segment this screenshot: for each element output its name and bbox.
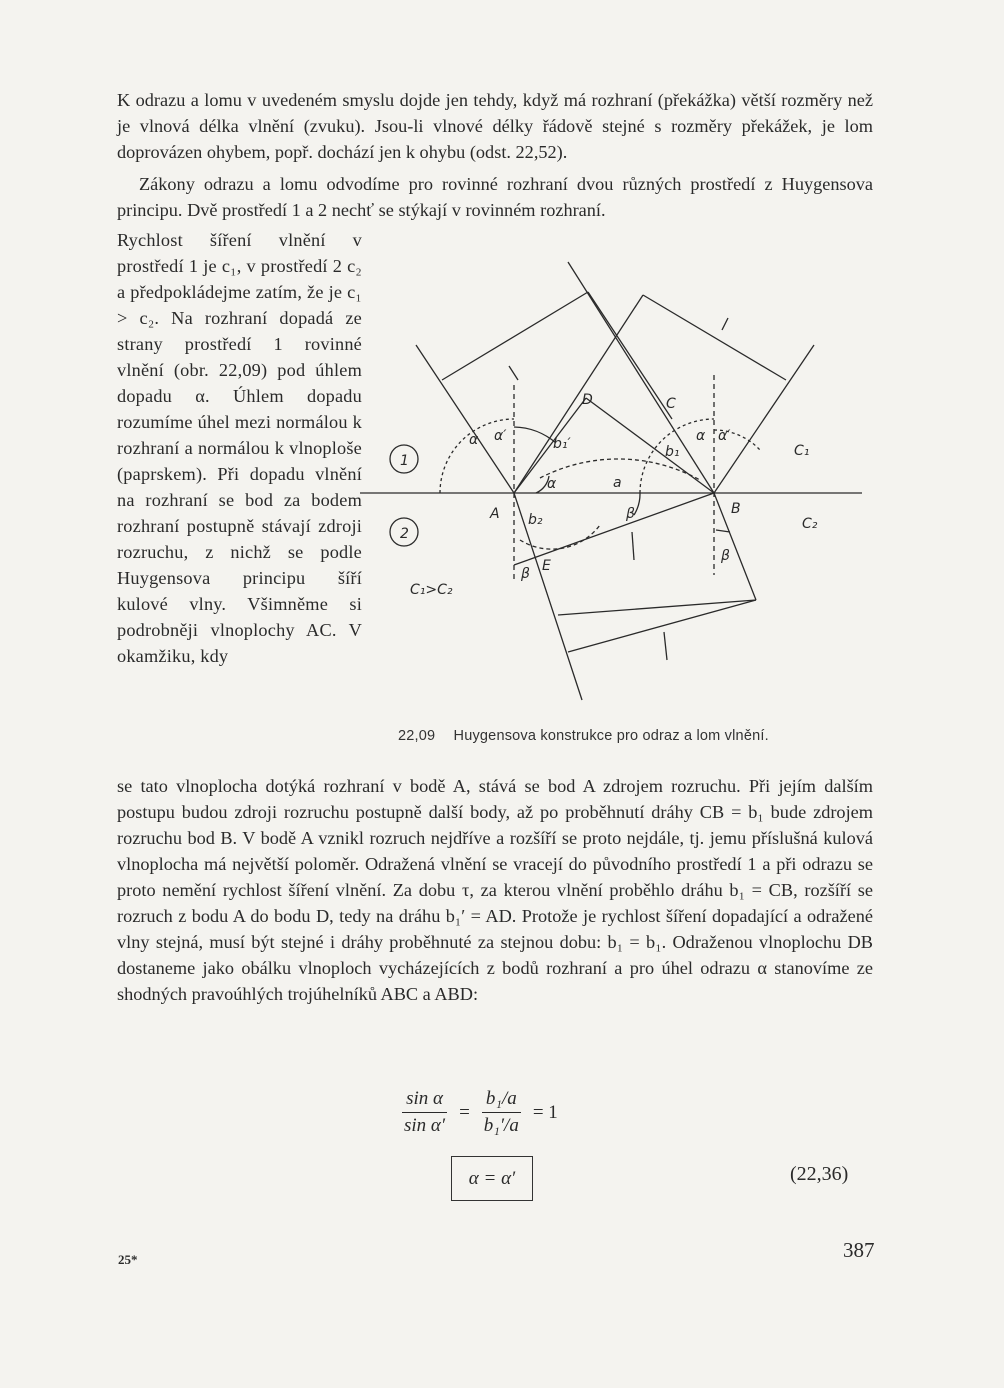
label-beta-small: β (626, 506, 635, 522)
wavefront-ac (588, 292, 672, 419)
equation-sine-ratio: $\frac{\text{sin α}}{\text{sin α′}}$ = $\frac{\text{b₁/a}}{\text{b₁′/a}}$ = 1 (400, 1088, 558, 1137)
figure-number: 22,09 (398, 728, 436, 744)
incident-ray-a (416, 345, 514, 493)
boxed-equation: α = α′ (451, 1156, 533, 1201)
paragraph-laws: Zákony odrazu a lomu odvodíme pro rovinné rozhraní dvou různých prostředí z Huygensova principu. Dvě prostředí 1 a 2 nechť se stýkají v rovinném rozhraní. (117, 174, 873, 220)
label-alpha-prime-left: α′ (494, 428, 507, 444)
label-b: B (731, 501, 741, 517)
refracted-ray-a (514, 493, 582, 700)
refracted-front (558, 600, 756, 615)
paragraph-side-text: Rychlost šíření vlnění v prostředí 1 je c₁, v prostředí 2 c₂ a předpokládejme zatím, že je c₁ > c₂. Na rozhraní dopadá ze strany prostředí 1 rovinné vlnění (obr. 22,09) pod úhlem dopadu α. Úhlem dopadu rozumíme úhel mezi normálou k rozhraní a normálou k vlnoploše (paprskem). Při dopadu vlnění na rozhraní se bod za bodem rozhraní postupně stávají zdroji rozruchu, z nichž se podle Huygensova principu šíří kulové vlny. Všimněme si podrobněji vlnoplochy AC. V okamžiku, kdy (117, 230, 362, 666)
label-condition: C₁>C₂ (410, 582, 453, 598)
label-d: D (582, 392, 593, 408)
page-number: 387 (843, 1238, 875, 1262)
wavefront-db (586, 398, 714, 493)
figure-caption (398, 728, 769, 744)
label-alpha-left: α (469, 432, 479, 448)
label-alpha-small: α (547, 476, 557, 492)
label-alpha-right: α (696, 428, 706, 444)
label-b1-prime: b₁′ (553, 436, 571, 452)
equation-number: (22,36) (790, 1163, 849, 1185)
paragraph-derivation: se tato vlnoplocha dotýká rozhraní v bodě A, stává se bod A zdrojem rozruchu. Při jejím dalším postupu budou zdroji rozruchu postupně další body, až po proběhnutí dráhy CB = b₁ bude zdrojem rozruchu bod B. V bodě A vznikl rozruch nejdříve a rozšíří se proto nejdále, tj. jemu příslušná kulová vlnoplocha má největší poloměr. Odražená vlnění se vracejí do původního prostředí 1 a při odrazu se proto nemění rychlost šíření vlnění. Za dobu τ, za kterou vlnění proběhlo dráhu b₁ = CB, rozšíří se rozruch z bodu A do bodu D, tedy na dráhu b₁′ = AD. Protože je rychlost šíření dopadající a odražené vlny stejná, musí být stejné i dráhy proběhnuté za stejnou dobu: b₁ = b₁. Odraženou vlnoplochu DB dostaneme jako obálku vlnoploch vycházejících z bodů rozhraní a pro úhel odrazu α stanovíme ze shodných pravoúhlých trojúhelníků ABC a ABD: (117, 776, 873, 1004)
huygens-construction-figure (350, 230, 880, 710)
label-beta-right: β (721, 548, 730, 564)
wavefront-eb (528, 493, 714, 560)
label-medium-1: 1 (400, 453, 409, 469)
label-medium-2: 2 (400, 526, 409, 542)
label-b1: b₁ (665, 444, 680, 460)
incident-front (442, 292, 588, 380)
refracted-front-2 (568, 600, 756, 652)
signature-mark: 25* (118, 1252, 138, 1267)
label-alpha-prime-right: α′ (718, 428, 731, 444)
label-c: C (666, 396, 676, 412)
label-a: A (490, 506, 500, 522)
label-beta-left: β (521, 566, 530, 582)
paragraph-intro: K odrazu a lomu v uvedeném smyslu dojde jen tehdy, když má rozhraní (překážka) větší rozměry než je vlnová délka vlnění (zvuku). Jsou-li vlnové délky řádově stejné s rozměry překážek, je lom doprovázen ohybem, popř. dochází jen k ohybu (odst. 22,52). (117, 90, 873, 162)
fraction-sines: $\frac{\text{sin α}}{\text{sin α′}}$ (404, 1088, 446, 1136)
label-a-small: a (613, 475, 622, 491)
label-c1: C₁ (794, 443, 810, 459)
label-e: E (542, 558, 551, 574)
label-c2: C₂ (802, 516, 818, 532)
reflected-front (643, 295, 786, 380)
figure-caption-text: Huygensova konstrukce pro odraz a lom vlnění. (453, 728, 769, 744)
fraction-paths: $\frac{\text{b₁/a}}{\text{b₁′/a}}$ (483, 1088, 519, 1136)
label-b2: b₂ (528, 512, 543, 528)
